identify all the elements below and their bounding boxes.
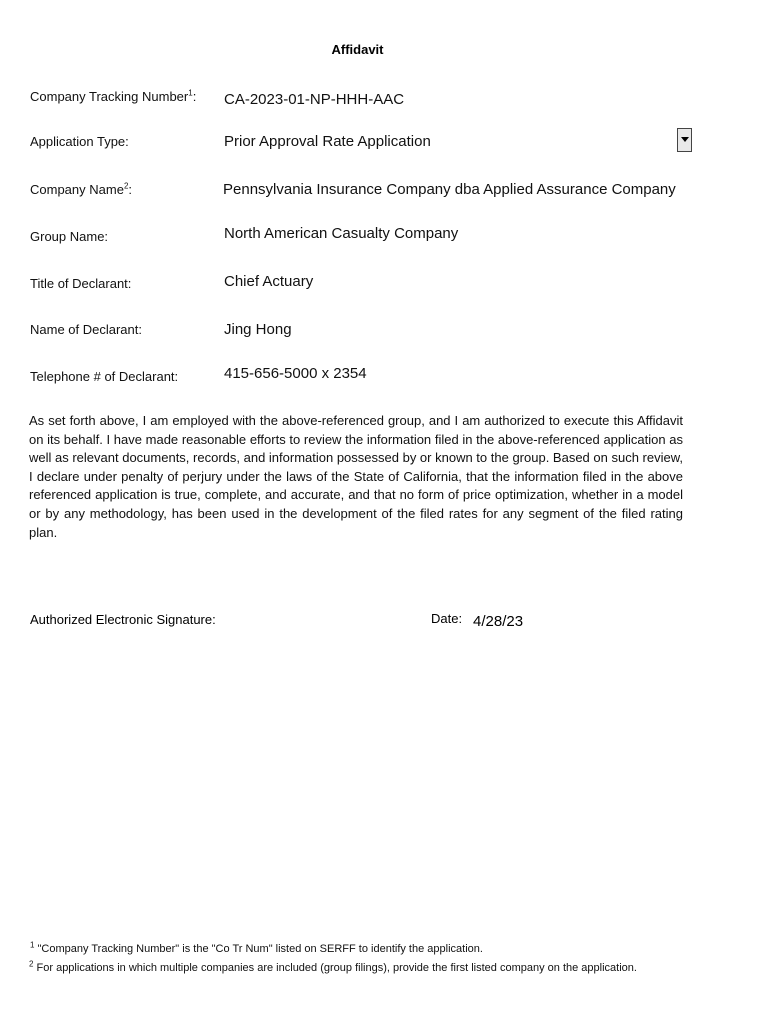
application-type-label: Application Type: bbox=[30, 134, 129, 149]
declarant-name-field[interactable]: Jing Hong bbox=[224, 321, 292, 338]
footnote-1: $^1$ "Company Tracking Number" is the "Co Tr Num" listed on SERFF to identify the application. bbox=[30, 940, 483, 955]
date-field[interactable]: 4/28/23 bbox=[473, 613, 524, 630]
application-type-dropdown-button[interactable] bbox=[677, 128, 692, 152]
tracking-number-label: Company Tracking Number$^1$: bbox=[30, 88, 197, 104]
affidavit-statement: As set forth above, I am employed with the above-referenced group, and I am authorized to execute this Affidavit on its behalf. I have made reasonable efforts to review the information filed in the above-referenced application as well as relevant documents, records, and information possessed by or known to the group. Based on such review, I declare under penalty of perjury under the laws of the State of California, that the information filed in the above referenced application is true, complete, and accurate, and that no form of price optimization, whether in a model or by any methodology, has been used in the development of the filed rates for any segment of the filed rating plan. bbox=[29, 413, 683, 540]
declarant-name-label: Name of Declarant: bbox=[30, 322, 142, 337]
declarant-title-label: Title of Declarant: bbox=[30, 276, 132, 291]
document-title: Affidavit bbox=[331, 42, 384, 57]
signature-label: Authorized Electronic Signature: bbox=[30, 612, 216, 627]
declarant-phone-label: Telephone # of Declarant: bbox=[30, 369, 179, 384]
chevron-down-icon bbox=[681, 137, 689, 143]
footnote-2: $^2$ For applications in which multiple companies are included (group filings), provide the first listed company on the application. bbox=[29, 959, 637, 974]
company-name-field[interactable]: Pennsylvania Insurance Company dba Applied Assurance Company bbox=[223, 181, 676, 198]
date-label: Date: bbox=[431, 611, 463, 626]
group-name-field[interactable]: North American Casualty Company bbox=[224, 225, 459, 242]
declarant-title-field[interactable]: Chief Actuary bbox=[224, 273, 314, 290]
company-name-label: Company Name$^2$: bbox=[30, 181, 133, 197]
group-name-label: Group Name: bbox=[30, 229, 109, 244]
application-type-select[interactable]: Prior Approval Rate Application bbox=[224, 133, 431, 150]
tracking-number-field[interactable]: CA-2023-01-NP-HHH-AAC bbox=[224, 91, 405, 108]
declarant-phone-field[interactable]: 415-656-5000 x 2354 bbox=[224, 365, 367, 382]
